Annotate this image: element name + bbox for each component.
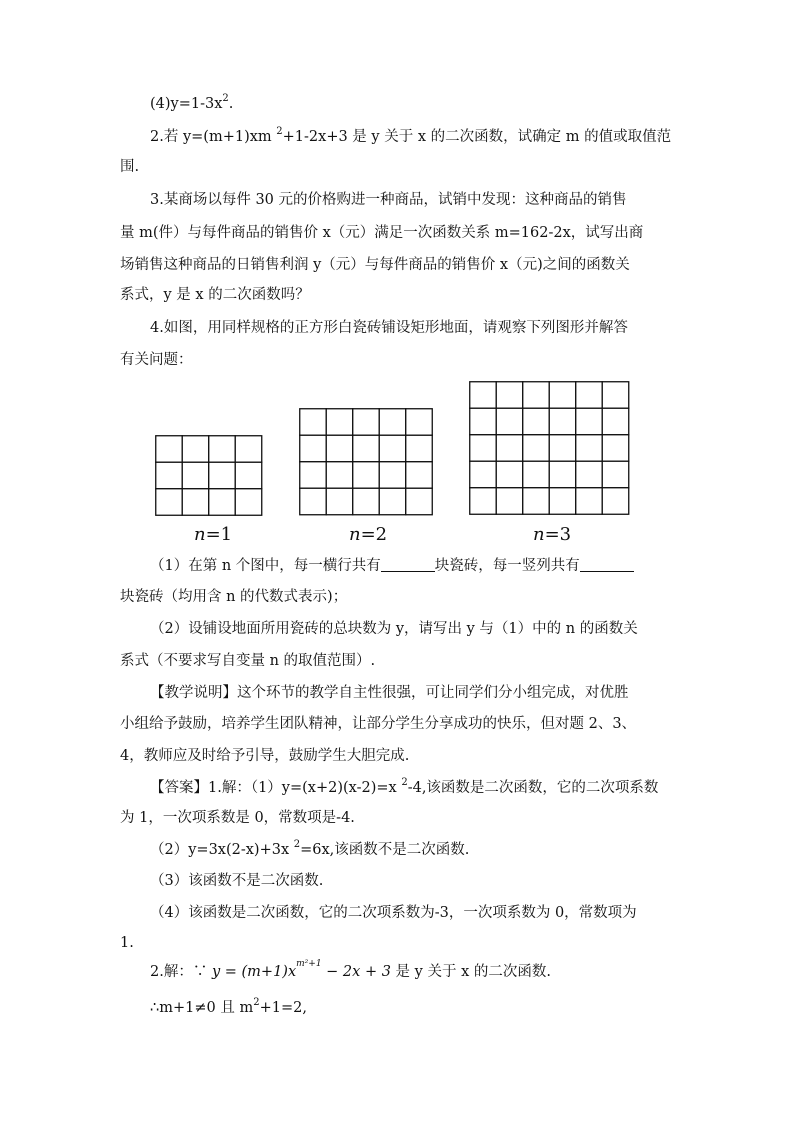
tile <box>576 488 603 515</box>
figure-label-1: n=1 <box>194 524 233 545</box>
text-line: 围. <box>120 159 140 175</box>
tile <box>470 488 497 515</box>
tile <box>326 488 353 515</box>
tile <box>602 461 629 488</box>
sub-question-2: （2）设铺设地面所用瓷砖的总块数为 y，请写出 y 与（1）中的 n 的函数关 <box>150 621 638 637</box>
tile <box>379 409 406 436</box>
tile <box>470 435 497 462</box>
tile <box>300 462 327 489</box>
tile-grid-1 <box>155 435 263 517</box>
tile <box>235 489 262 516</box>
tile <box>523 408 550 435</box>
tile <box>406 488 433 515</box>
tile <box>576 382 603 409</box>
tile <box>406 409 433 436</box>
question-3: 3.某商场以每件 30 元的价格购进一种商品，试销中发现：这种商品的销售 <box>150 192 627 208</box>
tile-grid-2 <box>299 408 434 516</box>
tile <box>523 382 550 409</box>
text-line: 为 1，一次项系数是 0，常数项是-4. <box>120 810 355 826</box>
tile <box>549 408 576 435</box>
tile <box>576 435 603 462</box>
tile <box>300 409 327 436</box>
tile <box>156 462 183 489</box>
figure-label-2: n=2 <box>349 524 388 545</box>
tile <box>182 462 209 489</box>
tile <box>156 489 183 516</box>
answer-1-part-4: （4）该函数是二次函数，它的二次项系数为-3，一次项系数为 0，常数项为 <box>150 905 637 921</box>
answer-2-condition: ∴m+1≠0 且 $m^2+1=2$, <box>150 997 307 1016</box>
answer-blank <box>580 557 634 572</box>
tile <box>549 435 576 462</box>
tile <box>496 488 523 515</box>
tile <box>353 488 380 515</box>
tile <box>235 462 262 489</box>
tile <box>209 489 236 516</box>
tile <box>549 382 576 409</box>
question-2: 2.若 y=(m+1)xm $^2$+1-2x+3 是 y 关于 x 的二次函数，试确定 m 的值或取值范 <box>150 126 672 145</box>
answer-2: 2.解：∵ $y = (m+1)x^{m^2+1} - 2x + 3$ 是 y 关于 x 的二次函数. <box>150 959 551 980</box>
tile <box>496 408 523 435</box>
sub-question-1: （1）在第 n 个图中，每一横行共有 块瓷砖，每一竖列共有 <box>150 556 634 576</box>
tile <box>182 436 209 463</box>
tile <box>576 408 603 435</box>
text-line: $(4)y=1-3x^2$. <box>150 93 234 112</box>
answer-1-part-2: （2）y=3x(2-x)+3x $^2$=6x,该函数不是二次函数. <box>150 839 470 858</box>
text-line: 小组给予鼓励，培养学生团队精神，让部分学生分享成功的快乐，但对题 2、3、 <box>120 716 637 732</box>
tile <box>326 435 353 462</box>
tile <box>326 462 353 489</box>
tile <box>496 461 523 488</box>
tile <box>496 382 523 409</box>
tile <box>326 409 353 436</box>
tile <box>209 436 236 463</box>
tile <box>602 408 629 435</box>
tile <box>182 489 209 516</box>
tile <box>300 488 327 515</box>
answer-1-part-3: （3）该函数不是二次函数. <box>150 873 324 889</box>
text-line: 1. <box>120 935 134 951</box>
tile <box>470 408 497 435</box>
tile <box>156 436 183 463</box>
tile <box>602 382 629 409</box>
tile <box>523 435 550 462</box>
formula: $y = (m+1)x^{m^2+1} - 2x + 3$ <box>211 959 391 980</box>
text-line: 有关问题： <box>120 352 193 368</box>
tile <box>406 462 433 489</box>
text-line: 场销售这种商品的日销售利润 y（元）与每件商品的销售价 x（元)之间的函数关 <box>120 257 630 273</box>
text-line: 4，教师应及时给予引导，鼓励学生大胆完成. <box>120 748 410 764</box>
tile <box>353 435 380 462</box>
tile <box>353 462 380 489</box>
text-line: 块瓷砖（均用含 n 的代数式表示)； <box>120 589 348 605</box>
tile <box>523 461 550 488</box>
question-4: 4.如图，用同样规格的正方形白瓷砖铺设矩形地面，请观察下列图形并解答 <box>150 320 628 336</box>
tile <box>496 435 523 462</box>
tile <box>523 488 550 515</box>
tile <box>379 488 406 515</box>
text-line: 系式（不要求写自变量 n 的取值范围）. <box>120 653 376 669</box>
tile <box>300 435 327 462</box>
answer-1: 【答案】1.解：（1）y=(x+2)(x-2)=x $^2$-4,该函数是二次函数，它的二次项系数 <box>150 777 659 796</box>
answer-blank <box>381 557 435 572</box>
tile <box>576 461 603 488</box>
tile <box>602 435 629 462</box>
figure-label-3: n=3 <box>533 524 572 545</box>
teaching-note: 【教学说明】这个环节的教学自主性很强，可让同学们分小组完成，对优胜 <box>150 685 629 701</box>
tile-grid-3 <box>469 381 630 516</box>
text-line: 系式，y 是 x 的二次函数吗？ <box>120 287 310 303</box>
tile <box>353 409 380 436</box>
tile <box>379 435 406 462</box>
text-line: 量 m(件）与每件商品的销售价 x（元）满足一次函数关系 m=162-2x，试写出商 <box>120 225 644 241</box>
tile <box>406 435 433 462</box>
tile <box>549 488 576 515</box>
tile <box>235 436 262 463</box>
tile <box>549 461 576 488</box>
tile <box>379 462 406 489</box>
tile <box>209 462 236 489</box>
tile <box>470 382 497 409</box>
tile <box>470 461 497 488</box>
tile <box>602 488 629 515</box>
